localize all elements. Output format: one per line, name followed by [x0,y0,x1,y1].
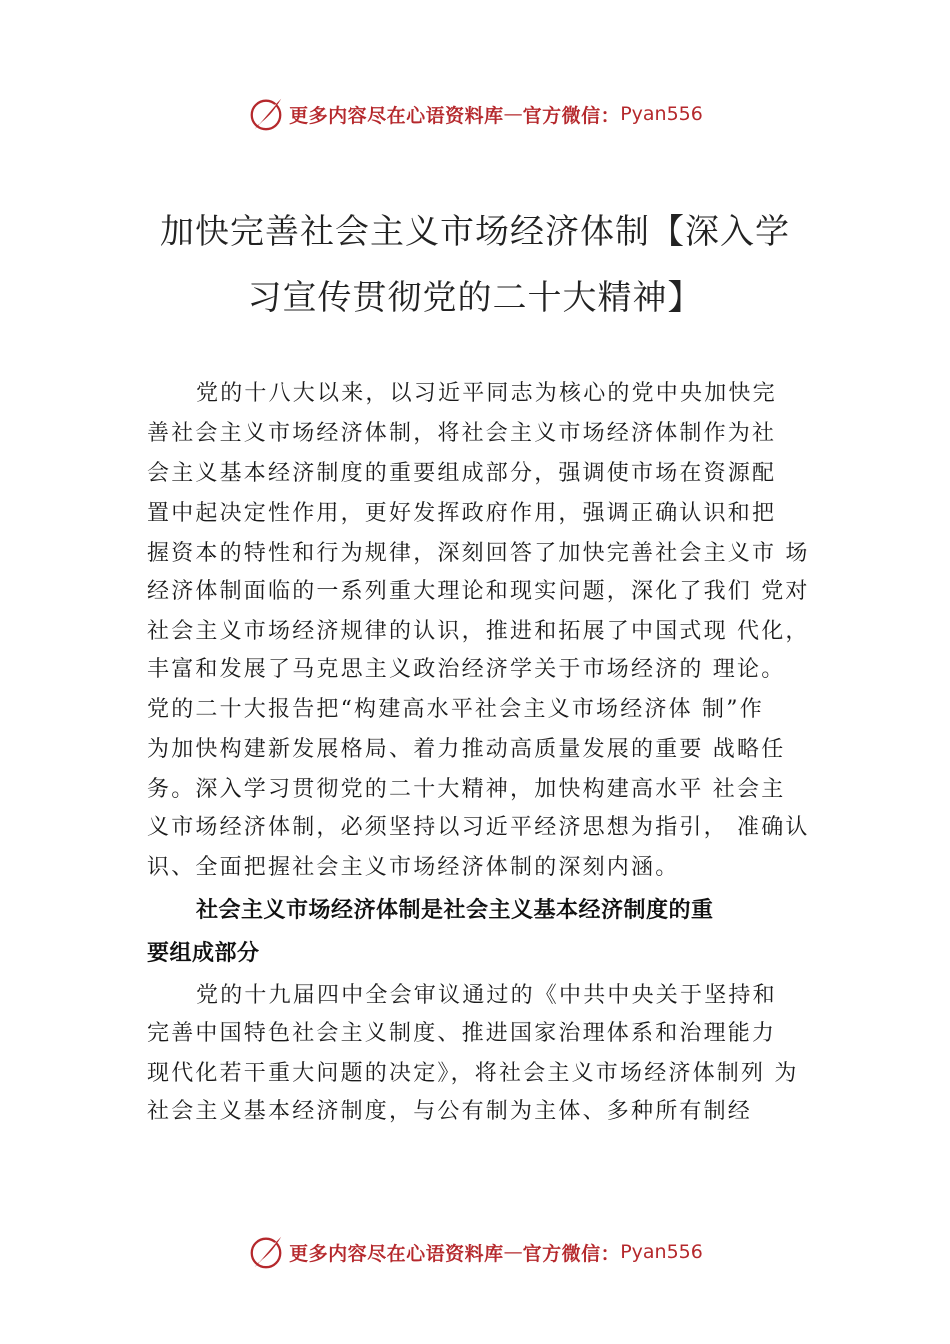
footer-watermark-banner [0,1230,950,1274]
document-title-line-1: 加快完善社会主义市场经济体制【深入学 [160,212,790,252]
paragraph-1-line: 经济体制面临的一系列重大理论和现实问题，深化了我们 党对 [147,579,810,604]
paragraph-1-line: 务。深入学习贯彻党的二十大精神，加快构建高水平 社会主 [147,777,786,802]
paragraph-1-line: 握资本的特性和行为规律，深刻回答了加快完善社会主义市 场 [147,541,810,566]
banner-text: 更多内容尽在心语资料库 [289,1242,504,1265]
banner-handle: Pyan556 [620,1241,703,1263]
banner-label: 官方微信： [522,1242,621,1265]
paragraph-1-line: 置中起决定性作用，更好发挥政府作用，强调正确认识和把 [147,501,777,526]
paragraph-1-line: 识、全面把握社会主义市场经济体制的深刻内涵。 [147,855,680,880]
paragraph-2-line: 党的十九届四中全会审议通过的《中共中央关于坚持和 [196,983,777,1008]
paragraph-1-line: 会主义基本经济制度的重要组成部分，强调使市场在资源配 [147,461,777,486]
document-title-line-2: 习宣传贯彻党的二十大精神】 [247,278,703,318]
paragraph-2-line: 完善中国特色社会主义制度、推进国家治理体系和治理能力 [147,1021,777,1046]
paragraph-1-line: 义市场经济体制，必须坚持以习近平经济思想为指引， 准确认 [147,815,810,840]
feather-quill-logo-icon [247,1233,285,1271]
feather-quill-logo-icon [247,95,285,133]
paragraph-1-line: 丰富和发展了马克思主义政治经济学关于市场经济的 理论。 [147,657,786,682]
paragraph-1-line: 党的十八大以来，以习近平同志为核心的党中央加快完 [196,381,777,406]
banner-handle: Pyan556 [620,103,703,125]
banner-dash: — [503,1241,523,1263]
section-heading-line-2: 要组成部分 [147,941,260,966]
paragraph-1-line: 为加快构建新发展格局、着力推动高质量发展的重要 战略任 [147,737,786,762]
banner-text: 更多内容尽在心语资料库 [289,104,504,127]
paragraph-1-line: 党的二十大报告把“构建高水平社会主义市场经济体 制”作 [147,697,764,722]
section-heading-line-1: 社会主义市场经济体制是社会主义基本经济制度的重 [196,898,714,923]
paragraph-1-line: 善社会主义市场经济体制，将社会主义市场经济体制作为社 [147,421,777,446]
paragraph-2-line: 社会主义基本经济制度，与公有制为主体、多种所有制经 [147,1099,753,1124]
header-watermark-banner [0,92,950,136]
paragraph-2-line: 现代化若干重大问题的决定》，将社会主义市场经济体制列 为 [147,1061,799,1086]
banner-label: 官方微信： [522,104,621,127]
paragraph-1-line: 社会主义市场经济规律的认识，推进和拓展了中国式现 代化， [147,619,810,644]
banner-dash: — [503,103,523,125]
